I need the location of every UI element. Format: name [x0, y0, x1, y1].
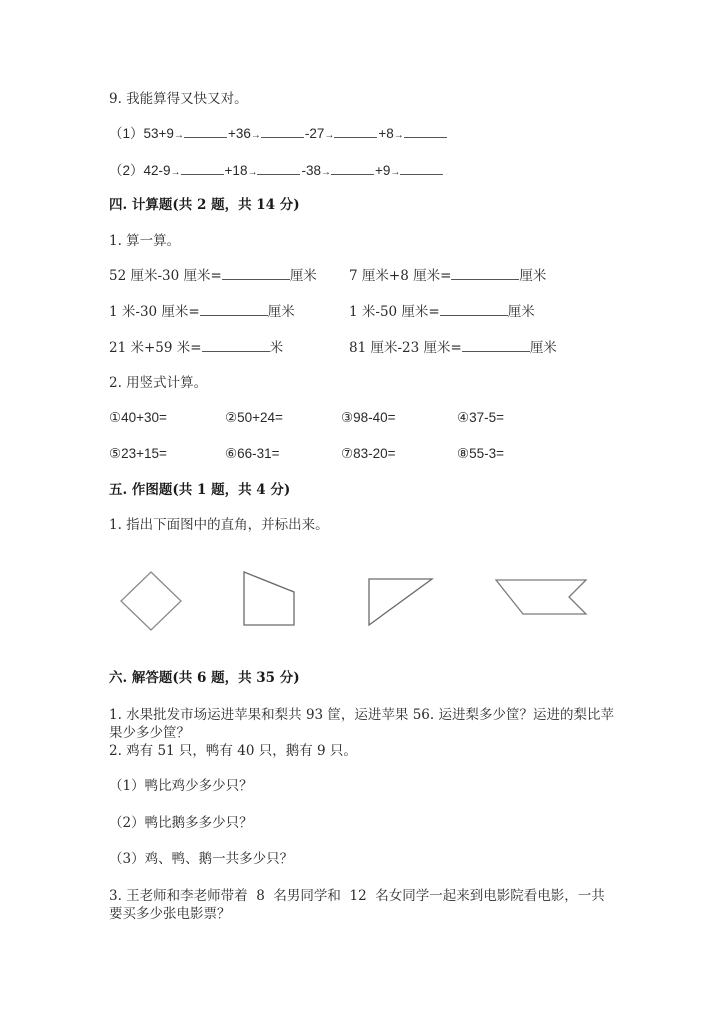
q9-title: 9. 我能算得又快又对。 [109, 91, 248, 107]
vertical-calc-item-2: ②50+24= [225, 410, 283, 425]
arrow-icon: → [320, 167, 330, 178]
unit-label: 厘米 [289, 268, 317, 284]
unit-label: 厘米 [529, 340, 557, 356]
s6-q1-text: 1. 水果批发市场运进苹果和梨共 93 筐，运进苹果 56. 运进梨多少筐？运进的梨比苹果少多少筐？ [109, 707, 614, 741]
s6-q3-text: 3. 王老师和李老师带着 8 名男同学和 12 名女同学一起来到电影院看电影，一共要买多少张电影票？ [109, 888, 605, 922]
s6-q2-sub-1: （1）鸭比鸡少多少只？ [109, 778, 253, 794]
unit-label: 米 [269, 340, 284, 356]
chain-step: -38 [301, 163, 321, 178]
arrow-icon: → [250, 130, 260, 141]
arrow-icon: → [390, 167, 400, 178]
section-4-heading: 四. 计算题(共 2 题，共 14 分) [109, 197, 300, 213]
vertical-calc-item-3: ③98-40= [341, 410, 396, 425]
vertical-calc-item-6: ⑥66-31= [225, 446, 280, 461]
s6-q2-sub-2: （2）鸭比鹅多多少只？ [109, 815, 253, 831]
arrow-icon: → [170, 167, 180, 178]
notched-parallelogram-shape[interactable] [496, 580, 586, 614]
section-5-heading: 五. 作图题(共 1 题，共 4 分) [109, 482, 291, 498]
right-trapezoid-shape[interactable] [244, 572, 294, 625]
expression: 7 厘米+8 厘米= [349, 268, 452, 284]
s6-q2-sub-3: （3）鸡、鸭、鹅一共多少只？ [109, 851, 294, 867]
diamond-shape[interactable] [121, 572, 181, 630]
vertical-calc-item-7: ⑦83-20= [341, 446, 396, 461]
unit-label: 厘米 [507, 304, 535, 320]
chain-step: +8 [378, 126, 394, 141]
vertical-calc-item-8: ⑧55-3= [457, 446, 505, 461]
vertical-calc-item-4: ④37-5= [457, 410, 505, 425]
chain-label: （1） [109, 126, 144, 141]
vertical-calc-item-1: ①40+30= [109, 410, 167, 425]
unit-label: 厘米 [519, 268, 547, 284]
expression: 1 米-50 厘米= [349, 304, 440, 320]
s4-q2-title: 2. 用竖式计算。 [109, 375, 208, 391]
chain-start: 53+9 [143, 126, 174, 141]
arrow-icon: → [173, 130, 183, 141]
expression: 81 厘米-23 厘米= [349, 340, 462, 356]
chain-step: +36 [227, 126, 251, 141]
unit-label: 厘米 [267, 304, 295, 320]
right-triangle-shape[interactable] [369, 579, 432, 625]
chain-step: -27 [304, 126, 325, 141]
s6-q2-title: 2. 鸡有 51 只，鸭有 40 只，鹅有 9 只。 [109, 743, 357, 759]
chain-step: +9 [374, 163, 391, 178]
expression: 52 厘米-30 厘米= [109, 268, 222, 284]
expression: 1 米-30 厘米= [109, 304, 200, 320]
arrow-icon: → [324, 130, 334, 141]
chain-start: 42-9 [143, 163, 171, 178]
arrow-icon: → [247, 167, 257, 178]
chain-label: （2） [109, 163, 144, 178]
vertical-calc-item-5: ⑤23+15= [109, 446, 167, 461]
chain-step: +18 [224, 163, 248, 178]
section-6-heading: 六. 解答题(共 6 题，共 35 分) [109, 670, 300, 686]
arrow-icon: → [393, 130, 403, 141]
s4-q1-title: 1. 算一算。 [109, 233, 181, 249]
expression: 21 米+59 米= [109, 340, 202, 356]
s5-q1-title: 1. 指出下面图中的直角，并标出来。 [109, 517, 329, 533]
